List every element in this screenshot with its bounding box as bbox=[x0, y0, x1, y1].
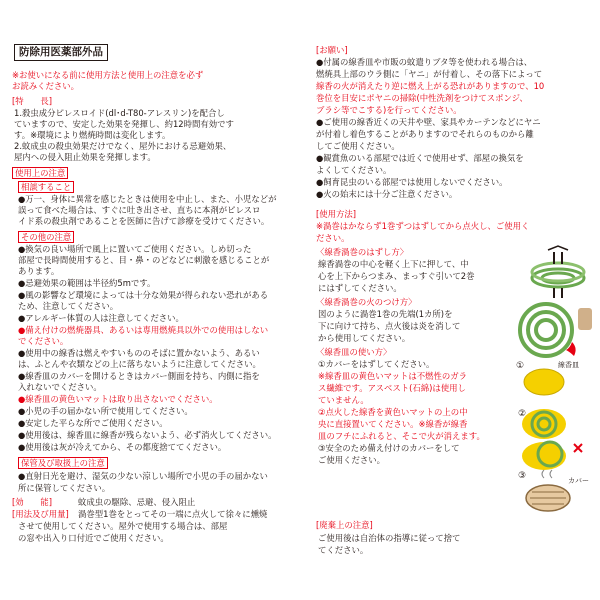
coil-ring bbox=[536, 320, 556, 340]
consult-line: イド系の殺虫剤であることを医師に告げて診療を受けてください。 bbox=[18, 216, 270, 226]
smoke-icon bbox=[542, 470, 552, 478]
other-line: ため、注意してください。 bbox=[18, 301, 119, 311]
storage-line: 所に保管してください。 bbox=[18, 483, 111, 493]
other-line: 入れないでください。 bbox=[18, 382, 102, 392]
other-line: ●安定した平らな所でご使用ください。 bbox=[18, 418, 168, 428]
plate-step: ①カバーをはずしてください。 bbox=[318, 359, 435, 369]
other-line: ●風の影響など環境によっては十分な効果が得られない恐れがある bbox=[18, 290, 269, 300]
hand-icon bbox=[578, 308, 592, 330]
other-line: ●線香皿の黄色いマットは取り出さないでください。 bbox=[18, 394, 218, 404]
feature-line: す。※環境により燃焼時間は変化します。 bbox=[14, 130, 171, 140]
usage-line: の窓や出入り口付近でご使用ください。 bbox=[18, 533, 169, 543]
other-line: ●換気の良い場所で風上に置いてご使用ください。しめ切った bbox=[18, 244, 252, 254]
ignite-line: 下に向けて持ち、点火後は炎を消して bbox=[318, 321, 461, 331]
disposal-heading: [廃棄上の注意] bbox=[316, 520, 373, 530]
plate-usage-illustration bbox=[516, 356, 598, 516]
disposal-line: ご使用後は自治体の指導に従って捨て bbox=[318, 533, 461, 543]
other-line: ●アレルギー体質の人は注意してください。 bbox=[18, 313, 184, 323]
other-line: は、ふとんや衣類などの上に落ちないように注意してください。 bbox=[18, 359, 261, 369]
remove-line: 線香渦巻の中心を軽く上下に押して、中 bbox=[318, 259, 469, 269]
method-heading: [使用方法] bbox=[316, 209, 357, 219]
request-line: 燃焼具上部のウラ側に「ヤニ」が付着し、その落下によって bbox=[316, 69, 543, 79]
request-line: が付着し着色することがありますのでそれらのものから離 bbox=[316, 129, 534, 139]
wrong-mark-icon bbox=[574, 444, 582, 452]
other-line: ●忌避効果の範囲は半径約5mです。 bbox=[18, 278, 156, 288]
disposal-line: てください。 bbox=[318, 545, 369, 555]
usage-line: 渦巻型1巻をとってその一端に点火して徐々に燻焼 bbox=[78, 509, 268, 519]
method-note-1: ※渦巻はかならず1巻ずつはずしてから点火し、ご使用く bbox=[316, 221, 530, 231]
caution-heading: 使用上の注意 bbox=[12, 167, 68, 179]
other-line: ●備え付けの燃焼器具、あるいは専用燃焼具以外での使用はしない bbox=[18, 325, 269, 335]
feature-line: 2.蚊成虫の殺虫効果だけでなく、屋外における忌避効果、 bbox=[14, 141, 232, 151]
request-line: よくしてください。 bbox=[316, 165, 392, 175]
other-line: ●使用後は灰が冷えてから、その都度捨ててください。 bbox=[18, 442, 227, 452]
step-number: ① bbox=[516, 361, 525, 371]
plate-step: ③安全のため備え付けのカバーをして bbox=[318, 443, 460, 453]
plate-step: ②点火した線香を黄色いマットの上の中 bbox=[318, 407, 468, 417]
usage-label: [用法及び用量] bbox=[12, 509, 69, 519]
plate-step: ご使用ください。 bbox=[318, 455, 385, 465]
efficacy-label: [効 能] bbox=[12, 497, 53, 507]
remove-line: にはずしてください。 bbox=[318, 283, 402, 293]
consult-line: 誤って食べた場合は、すぐに吐き出させ、直ちに本剤がピレスロ bbox=[18, 205, 261, 215]
plate-step: 皿のフチにふれると、そこで火が消えます。 bbox=[318, 431, 485, 441]
consult-heading: 相談すること bbox=[18, 181, 74, 193]
ignite-line: 図のように渦巻1巻の先端(1カ所)を bbox=[318, 309, 453, 319]
request-heading: [お願い] bbox=[316, 45, 348, 55]
feature-heading: [特 長] bbox=[12, 96, 53, 106]
coil-ignite-illustration bbox=[506, 300, 598, 360]
consult-line: ●万一、身体に異常を感じたときは使用を中止し、また、小児などが bbox=[18, 194, 277, 204]
plate-step: 央に直接置いてください。※線香が線香 bbox=[318, 419, 468, 429]
request-line: してご使用ください。 bbox=[316, 141, 400, 151]
product-category-title: 防除用医薬部外品 bbox=[14, 44, 108, 61]
notice-line-2: お読みください。 bbox=[12, 81, 79, 91]
request-line: ●ご使用の線香近くの天井や壁、家具やカーテンなどにヤニ bbox=[316, 117, 541, 127]
request-line: ●飼育昆虫のいる部屋では使用しないでください。 bbox=[316, 177, 508, 187]
other-line: でください。 bbox=[18, 336, 69, 346]
request-line: 線香の火が消えたり逆に燃え上がる恐れがありますので、10 bbox=[316, 81, 545, 91]
other-line: ●線香皿のカバーを開けるときはカバー側面を持ち、内側に指を bbox=[18, 371, 260, 381]
plate-label: 線香皿 bbox=[558, 361, 579, 369]
plate-heading: 〈線香皿の使い方〉 bbox=[316, 347, 392, 357]
coil-separation-illustration bbox=[518, 244, 598, 304]
efficacy-text: 蚊成虫の駆除、忌避、侵入阻止 bbox=[78, 497, 196, 507]
cover-label: カバー bbox=[568, 477, 589, 485]
other-heading: その他の注意 bbox=[18, 231, 74, 243]
other-line: ●小児の手の届かない所で使用してください。 bbox=[18, 406, 193, 416]
other-line: あります。 bbox=[18, 266, 60, 276]
plate-mat-icon bbox=[524, 369, 564, 395]
plate-step: ス繊維です。アスベスト(石綿)は使用し bbox=[318, 383, 466, 393]
step-number: ② bbox=[518, 409, 527, 419]
feature-line: 屋内への侵入阻止効果を発揮します。 bbox=[14, 152, 156, 162]
feature-line: ていますので、安定した効果を発揮し、約12時間有効です bbox=[14, 119, 234, 129]
storage-heading: 保管及び取扱上の注意 bbox=[18, 457, 108, 469]
request-line: ●観賞魚のいる部屋では近くで使用せず、部屋の換気を bbox=[316, 153, 524, 163]
request-line: ●火の始末には十分ご注意ください。 bbox=[316, 189, 458, 199]
step-number: ③ bbox=[518, 471, 527, 481]
plate-step: ※線香皿の黄色いマットは不燃性のガラ bbox=[318, 371, 468, 381]
request-line: 巻位を目安にポヤニの掃除(中性洗剤をつけてスポンジ、 bbox=[316, 93, 528, 103]
ignite-heading: 〈線香渦巻の火のつけ方〉 bbox=[316, 297, 417, 307]
remove-line: 心を上下からつまみ、まっすぐ引いて2巻 bbox=[318, 271, 475, 281]
coil-ring bbox=[528, 312, 564, 348]
notice-line-1: ※お使いになる前に使用方法と使用上の注意を必ず bbox=[12, 70, 204, 80]
request-line: ●付属の線香皿や市販の蚊遣りブタ等を使われる場合は、 bbox=[316, 57, 533, 67]
method-note-2: ださい。 bbox=[316, 233, 350, 243]
plate-step: ていません。 bbox=[318, 395, 369, 405]
usage-line: させて使用してください。屋外で使用する場合は、部屋 bbox=[18, 521, 228, 531]
other-line: 部屋で長時間使用すると、目・鼻・のどなどに刺激を感じることが bbox=[18, 255, 270, 265]
request-line: ブラシ等でこする)を行ってください。 bbox=[316, 105, 462, 115]
fingers-icon bbox=[554, 288, 562, 298]
feature-line: 1.殺虫成分ピレスロイド(dl･d-T80-アレスリン)を配合し bbox=[14, 108, 225, 118]
remove-heading: 〈線香渦巻のはずし方〉 bbox=[316, 247, 409, 257]
ignite-line: から使用してください。 bbox=[318, 333, 411, 343]
storage-line: ●直射日光を避け、湿気の少ない涼しい場所で小児の手の届かない bbox=[18, 471, 268, 481]
other-line: ●使用中の線香は燃えやすいもののそばに置かないよう、あるい bbox=[18, 348, 260, 358]
arrow-icon bbox=[548, 246, 568, 250]
other-line: ●使用後は、線香皿に線香が残らないよう、必ず消火してください。 bbox=[18, 430, 277, 440]
